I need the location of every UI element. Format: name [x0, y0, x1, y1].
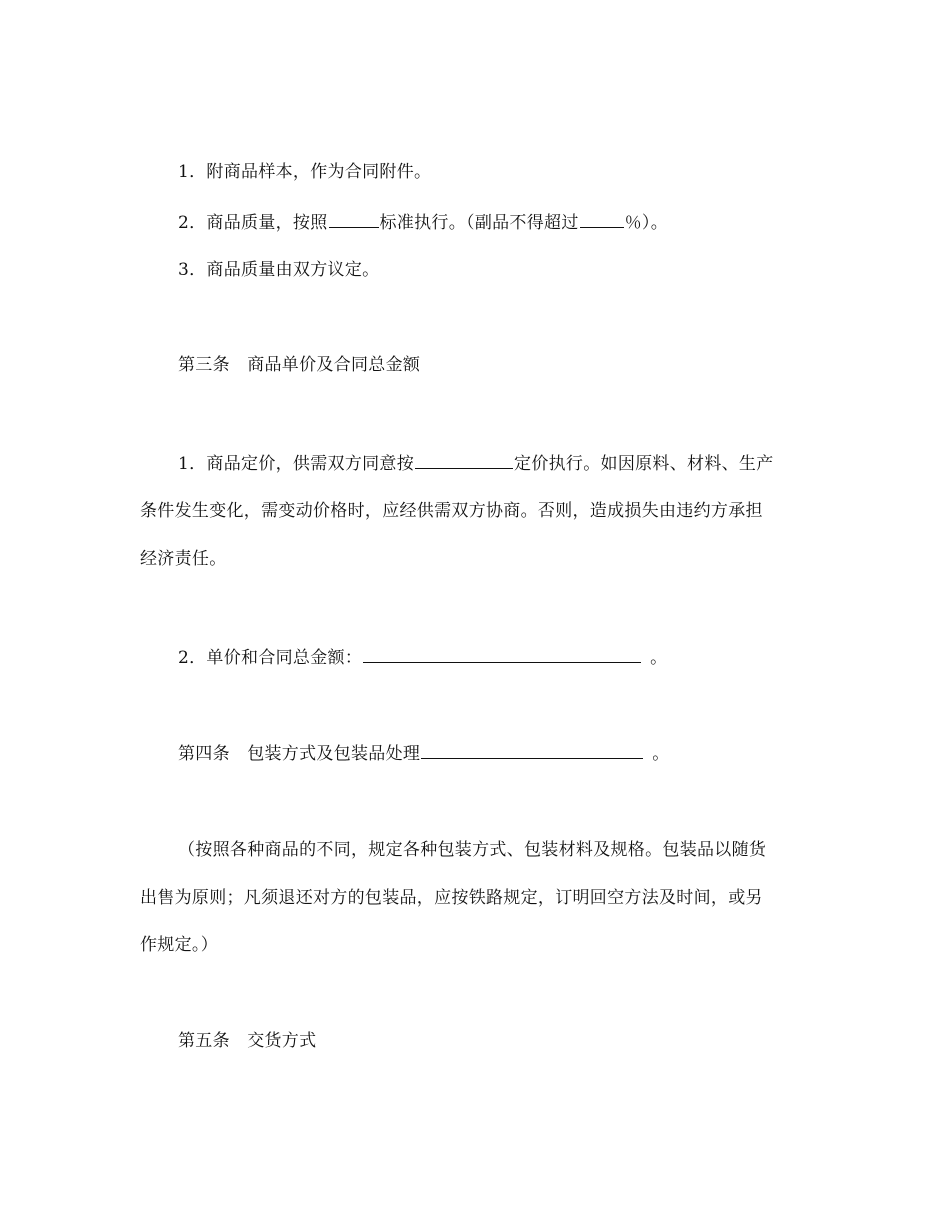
quality-item-2-text-a: 2．商品质量，按照 — [178, 213, 328, 233]
standard-blank — [329, 212, 379, 228]
article-3-item-2-text-b: 。 — [650, 648, 668, 668]
article-5-heading: 第五条 交货方式 — [178, 1031, 317, 1051]
total-amount-blank — [363, 647, 641, 663]
article-3-heading: 第三条 商品单价及合同总金额 — [178, 355, 421, 375]
article-3-item-1-line-2: 条件发生变化，需变动价格时，应经供需双方协商。否则，造成损失由违约方承担 — [140, 501, 763, 521]
quality-item-2-text-c: ％）。 — [624, 213, 669, 233]
article-3-item-2-text-a: 2．单价和合同总金额： — [178, 648, 363, 668]
article-3-item-1-line-3: 经济责任。 — [140, 549, 227, 569]
article-4-note-line-3: 作规定。） — [140, 935, 218, 955]
article-3-item-2 — [178, 647, 858, 668]
article-4-note-line-1: （按照各种商品的不同，规定各种包装方式、包装材料及规格。包装品以随货 — [178, 840, 767, 860]
article-4-heading-end: 。 — [652, 744, 670, 764]
article-3-item-1-line-1 — [178, 453, 858, 474]
article-3-item-1-text-a: 1．商品定价，供需双方同意按 — [178, 454, 415, 474]
percentage-blank — [580, 212, 624, 228]
article-4-heading — [178, 743, 858, 764]
article-3-item-1-text-b: 定价执行。如因原料、材料、生产 — [514, 454, 774, 474]
quality-item-2 — [178, 212, 858, 233]
packaging-blank — [421, 743, 643, 759]
article-4-heading-text: 第四条 包装方式及包装品处理 — [178, 744, 421, 764]
quality-item-2-text-b: 标准执行。（副品不得超过 — [379, 213, 579, 233]
quality-item-1: 1．附商品样本，作为合同附件。 — [178, 162, 432, 182]
pricing-basis-blank — [415, 453, 513, 469]
quality-item-3: 3．商品质量由双方议定。 — [178, 260, 380, 280]
article-4-note-line-2: 出售为原则；凡须退还对方的包装品，应按铁路规定，订明回空方法及时间，或另 — [140, 888, 763, 908]
